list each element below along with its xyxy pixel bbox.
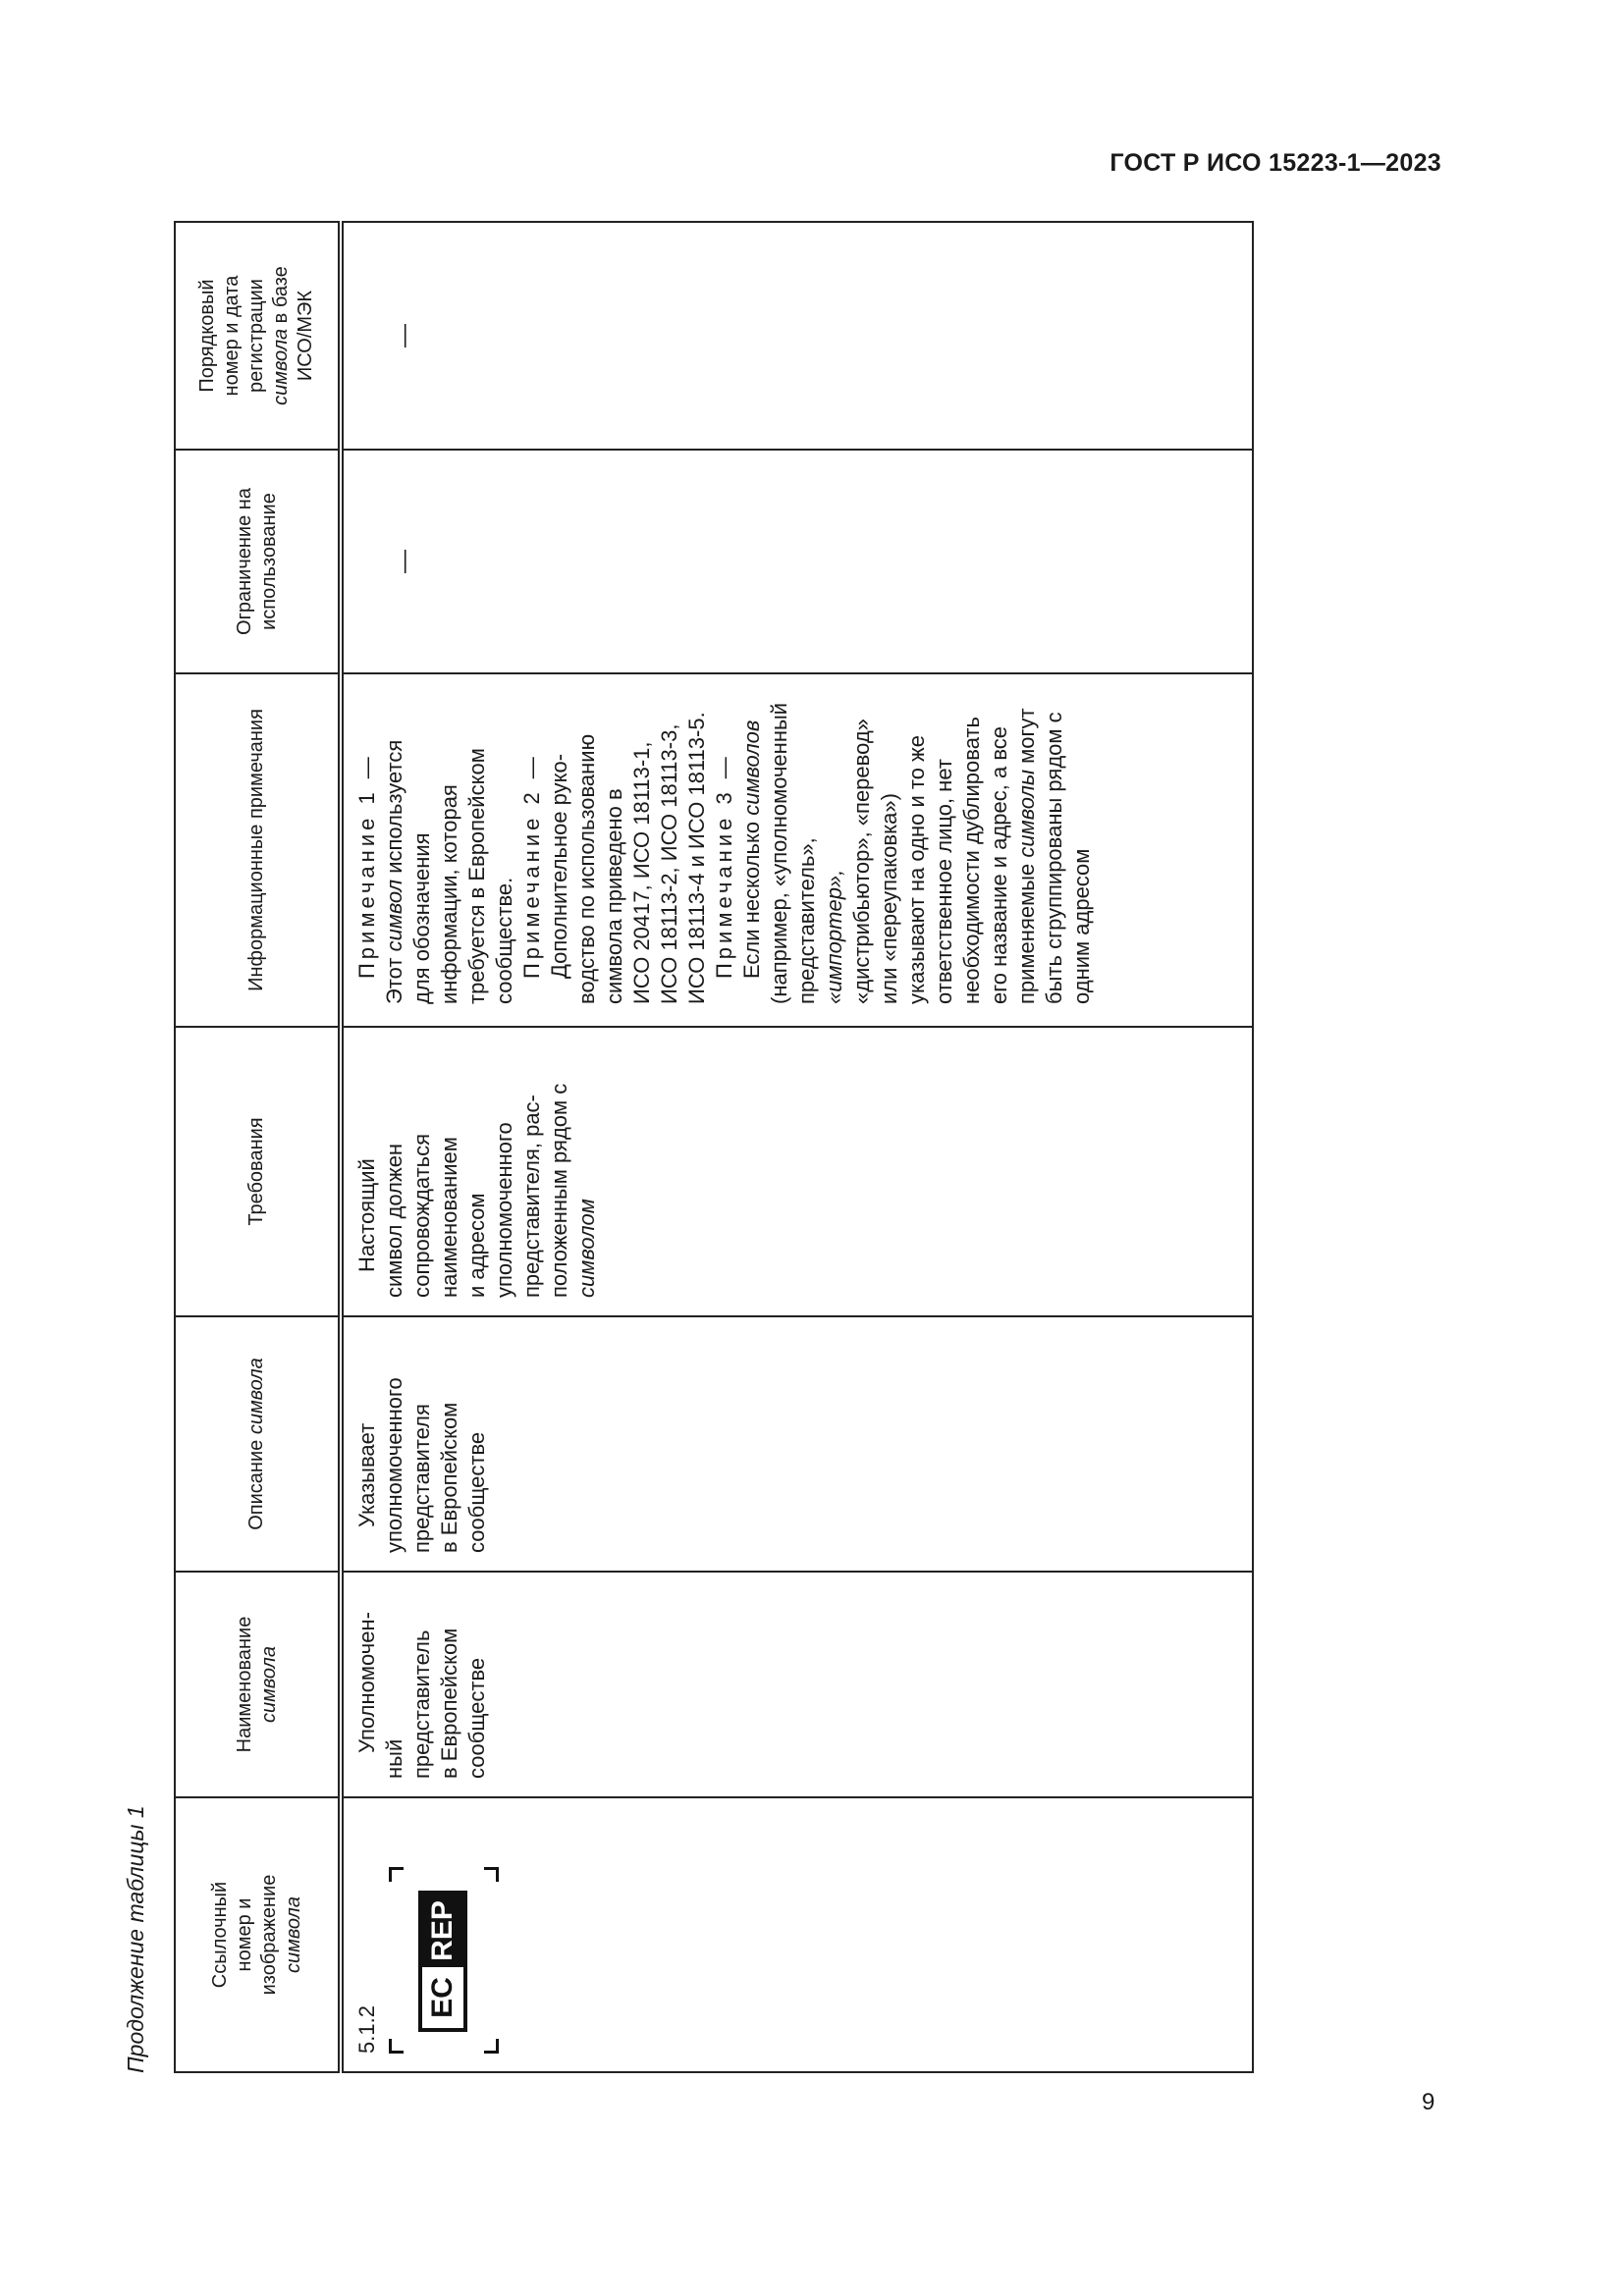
header-restriction-line: использование xyxy=(257,493,280,630)
cell-restriction xyxy=(341,450,1253,673)
requirements-line: Настоящий xyxy=(354,1158,379,1272)
note-text: Если несколько xyxy=(739,815,764,979)
name-line: в Европейском xyxy=(437,1628,461,1779)
header-name-italic: символа xyxy=(257,1646,280,1723)
note-text: могут xyxy=(1014,708,1039,770)
header-ref-line: символа xyxy=(282,1896,304,1973)
symbols-table xyxy=(174,221,1254,2073)
header-registration xyxy=(175,222,341,450)
header-req-text: Требования xyxy=(245,1117,267,1226)
header-notes xyxy=(175,673,341,1027)
header-description xyxy=(175,1316,341,1572)
requirements-line: уполномоченного xyxy=(492,1122,516,1298)
restriction-dash: — xyxy=(391,550,417,573)
table-row xyxy=(341,222,1253,2072)
description-line: представителя xyxy=(409,1404,434,1553)
header-ref xyxy=(175,1797,341,2072)
header-desc-italic: символа xyxy=(245,1358,267,1435)
header-ref-line: номер и xyxy=(233,1897,255,1972)
note-line: (например, «уполномоченный xyxy=(767,702,791,1004)
page-number: 9 xyxy=(1422,2089,1435,2115)
note-line: необходимости дублировать xyxy=(959,717,984,1004)
requirements-line: наименованием xyxy=(437,1137,461,1298)
note-line: водство по использованию xyxy=(574,733,599,1004)
name-line: Уполномочен- xyxy=(354,1612,379,1753)
note-1-label: Примечание 1 — xyxy=(354,753,379,979)
header-restriction xyxy=(175,450,341,673)
note-text: используется xyxy=(382,739,406,880)
header-reg-line: номер и дата xyxy=(221,275,243,397)
header-name xyxy=(175,1572,341,1797)
header-reg-line: регистрации xyxy=(245,279,267,393)
description-line: Указывает xyxy=(354,1422,379,1527)
cell-name xyxy=(341,1572,1253,1797)
header-reg-tail: в базе xyxy=(270,266,292,329)
cell-registration xyxy=(341,222,1253,450)
cell-notes xyxy=(341,673,1253,1027)
standard-code: ГОСТ Р ИСО 15223-1—2023 xyxy=(1110,149,1441,177)
note-line: «дистрибьютор», «перевод» xyxy=(849,719,874,1004)
note-line: или «переупаковка») xyxy=(877,793,901,1004)
note-line: представитель», xyxy=(794,837,819,1004)
ec-label: EC xyxy=(426,1977,459,2018)
note-line: указывают на одно и то же xyxy=(904,735,929,1004)
note-line: одним адресом xyxy=(1069,848,1094,1004)
note-3-label: Примечание 3 — xyxy=(712,753,736,979)
note-italic: символ xyxy=(382,879,406,952)
header-name-text: Наименование xyxy=(233,1616,255,1753)
registration-dash: — xyxy=(391,324,417,347)
note-italic: «импортер», xyxy=(822,869,846,1004)
note-line: ИСО 18113-2, ИСО 18113-3, xyxy=(657,723,681,1004)
requirements-line: символ должен xyxy=(382,1143,406,1298)
note-italic: символов xyxy=(739,720,764,816)
rotated-table-container xyxy=(174,223,1254,2073)
description-line: в Европейском xyxy=(437,1402,461,1553)
ec-rep-symbol xyxy=(389,1867,499,2054)
note-text: Этот xyxy=(382,951,406,1004)
note-line: ответственное лицо, нет xyxy=(932,759,956,1004)
note-line: сообществе. xyxy=(492,877,516,1004)
note-line: быть сгруппированы рядом с xyxy=(1042,712,1066,1004)
cell-description xyxy=(341,1316,1253,1572)
ref-number: 5.1.2 xyxy=(354,2005,379,2054)
header-reg-line: ИСО/МЭК xyxy=(295,290,316,382)
header-restriction-line: Ограничение на xyxy=(233,488,255,635)
description-line: уполномоченного xyxy=(382,1377,406,1553)
note-line: ИСО 20417, ИСО 18113-1, xyxy=(629,741,654,1004)
corner-mark xyxy=(389,2039,404,2054)
cell-ref xyxy=(341,1797,1253,2072)
table-header-row xyxy=(175,222,341,2072)
requirements-line: представителя, рас- xyxy=(519,1095,544,1298)
requirements-line: положенным рядом с xyxy=(547,1083,571,1298)
note-italic: символы xyxy=(1014,769,1039,858)
note-text: применяемые xyxy=(1014,857,1039,1004)
header-reg-italic: символа xyxy=(270,328,292,405)
description-line: сообществе xyxy=(464,1431,489,1553)
note-line: его название и адрес, а все xyxy=(987,725,1011,1004)
header-ref-line: изображение xyxy=(257,1874,280,1996)
cell-requirements xyxy=(341,1027,1253,1316)
note-line: информации, которая xyxy=(437,784,461,1004)
header-reg-line: Порядковый xyxy=(196,279,218,393)
note-line: символа приведено в xyxy=(602,788,626,1004)
note-2-label: Примечание 2 — xyxy=(519,753,544,979)
note-line: ИСО 18113-4 и ИСО 18113-5. xyxy=(684,712,709,1004)
corner-mark xyxy=(484,2039,499,2054)
rep-label: REP xyxy=(422,1895,463,1967)
table-caption: Продолжение таблицы 1 xyxy=(123,1805,148,2073)
header-desc-text: Описание xyxy=(245,1434,267,1530)
header-requirements xyxy=(175,1027,341,1316)
ec-rep-icon xyxy=(418,1891,467,2032)
corner-mark xyxy=(484,1867,499,1882)
note-line: требуется в Европейском xyxy=(464,748,489,1004)
name-line: сообществе xyxy=(464,1657,489,1779)
header-ref-line: Ссылочный xyxy=(208,1881,231,1989)
header-notes-text: Информационные примечания xyxy=(245,709,267,991)
requirements-line: и адресом xyxy=(464,1193,489,1298)
corner-mark xyxy=(389,1867,404,1882)
requirements-line: сопровождаться xyxy=(409,1133,434,1298)
note-line: для обозначения xyxy=(409,832,434,1004)
note-line: Дополнительное руко- xyxy=(547,753,571,979)
requirements-italic: символом xyxy=(574,1199,599,1298)
name-line: ный представитель xyxy=(382,1629,434,1779)
